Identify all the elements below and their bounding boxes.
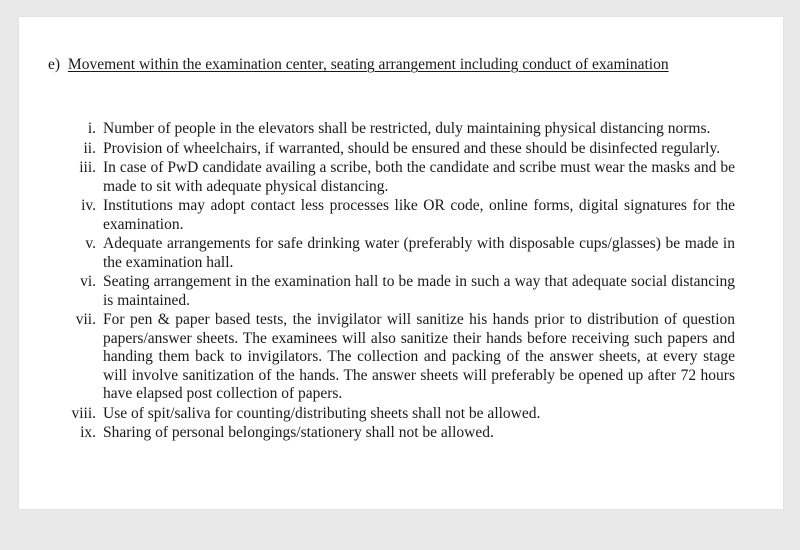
item-text: For pen & paper based tests, the invigilator will sanitize his hands prior to distribution of question papers/answer sheets. The examinees will also sanitize their hands before receiving such papers and handing them back to invigilators. The collection and packing of the answer sheets, at every stage will involve sanitization of the hands. The answer sheets will preferably be opened up after 72 hours have elapsed post collection of papers. [103,311,735,402]
item-number: viii. [71,404,96,422]
list-item [19,235,783,272]
item-number: v. [85,235,96,252]
item-text: In case of PwD candidate availing a scribe, both the candidate and scribe must wear the masks and be made to sit with adequate physical distancing. [103,159,735,195]
item-number: i. [87,120,96,137]
item-text: Provision of wheelchairs, if warranted, should be ensured and these should be disinfected regularly. [103,139,721,157]
item-text: Use of spit/saliva for counting/distributing sheets shall not be allowed. [103,404,541,422]
guideline-list [19,120,783,444]
list-item [19,405,783,424]
list-item [19,140,783,159]
list-item [19,159,783,196]
item-number: iii. [79,159,96,176]
item-number: ix. [80,424,96,441]
section-title: Movement within the examination center, seating arrangement including conduct of examination [67,56,669,73]
document-page [19,17,783,509]
item-text: Adequate arrangements for safe drinking water (preferably with disposable cups/glasses) be made in the examination hall. [103,235,735,271]
item-number: ii. [83,139,96,157]
item-number: vi. [80,273,96,290]
item-number: iv. [81,197,96,214]
section-heading [48,54,735,76]
list-item [19,197,783,234]
list-item [19,120,783,139]
list-item [19,273,783,310]
list-item [19,311,783,404]
item-text: Seating arrangement in the examination hall to be made in such a way that adequate social distancing is maintained. [103,273,735,309]
item-text: Institutions may adopt contact less processes like OR code, online forms, digital signatures for the examination. [103,197,735,233]
item-text: Sharing of personal belongings/stationery shall not be allowed. [103,424,494,441]
item-number: vii. [75,311,96,328]
section-marker: e) [48,56,61,73]
item-text: Number of people in the elevators shall be restricted, duly maintaining physical distancing norms. [103,120,711,137]
list-item [19,424,783,443]
